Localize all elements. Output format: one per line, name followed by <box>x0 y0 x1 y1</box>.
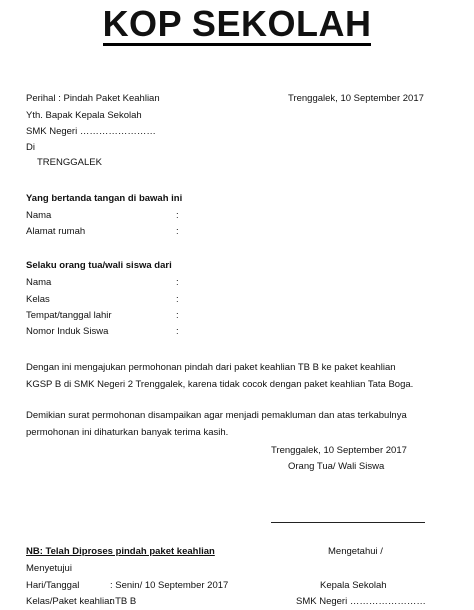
field-colon: : <box>176 277 179 288</box>
kelas-paket-label: Kelas/Paket keahlian <box>26 596 115 607</box>
field-colon: : <box>176 226 179 237</box>
field-label: Kelas <box>26 294 50 305</box>
body-paragraph-1-line-2: KGSP B di SMK Negeri 2 Trenggalek, karena tidak cocok dengan paket keahlian Tata Boga. <box>26 379 414 390</box>
field-colon: : <box>176 294 179 305</box>
mengetahui-label: Mengetahui / <box>328 546 383 557</box>
signature-place-date: Trenggalek, 10 September 2017 <box>271 445 407 456</box>
hari-tanggal-label: Hari/Tanggal <box>26 580 80 591</box>
kepala-sekolah-school: SMK Negeri …………………… <box>296 596 426 607</box>
section2-heading: Selaku orang tua/wali siswa dari <box>26 260 172 271</box>
field-colon: : <box>176 326 179 337</box>
letter-place-date: Trenggalek, 10 September 2017 <box>288 93 424 104</box>
signature-line <box>271 522 425 523</box>
letterhead-title <box>0 4 474 46</box>
recipient-line-3: Di <box>26 142 35 153</box>
body-paragraph-1-line-1: Dengan ini mengajukan permohonan pindah dari paket keahlian TB B ke paket keahlian <box>26 362 396 373</box>
menyetujui-label: Menyetujui <box>26 563 72 574</box>
field-label: Nomor Induk Siswa <box>26 326 109 337</box>
body-paragraph-2-line-1: Demikian surat permohonan disampaikan agar menjadi pemakluman dan atas terkabulnya <box>26 410 407 421</box>
recipient-line-2: SMK Negeri …………………… <box>26 126 156 137</box>
body-paragraph-2-line-2: permohonan ini dihaturkan banyak terima kasih. <box>26 427 229 438</box>
signature-role: Orang Tua/ Wali Siswa <box>288 461 385 472</box>
field-label: Tempat/tanggal lahir <box>26 310 112 321</box>
field-label: Nama <box>26 210 52 221</box>
field-label: Nama <box>26 277 52 288</box>
letterhead-title-text: KOP SEKOLAH <box>102 3 372 44</box>
recipient-line-1: Yth. Bapak Kepala Sekolah <box>26 110 142 121</box>
subject-line: Perihal : Pindah Paket Keahlian <box>26 93 160 104</box>
hari-tanggal-value: : Senin/ 10 September 2017 <box>110 580 229 591</box>
recipient-line-4: TRENGGALEK <box>37 157 102 168</box>
field-colon: : <box>176 210 179 221</box>
nb-note: NB: Telah Diproses pindah paket keahlian <box>26 546 215 557</box>
field-label: Alamat rumah <box>26 226 86 237</box>
kepala-sekolah-title: Kepala Sekolah <box>320 580 387 591</box>
kelas-paket-value: : TB B <box>110 596 137 607</box>
section1-heading: Yang bertanda tangan di bawah ini <box>26 193 183 204</box>
field-colon: : <box>176 310 179 321</box>
